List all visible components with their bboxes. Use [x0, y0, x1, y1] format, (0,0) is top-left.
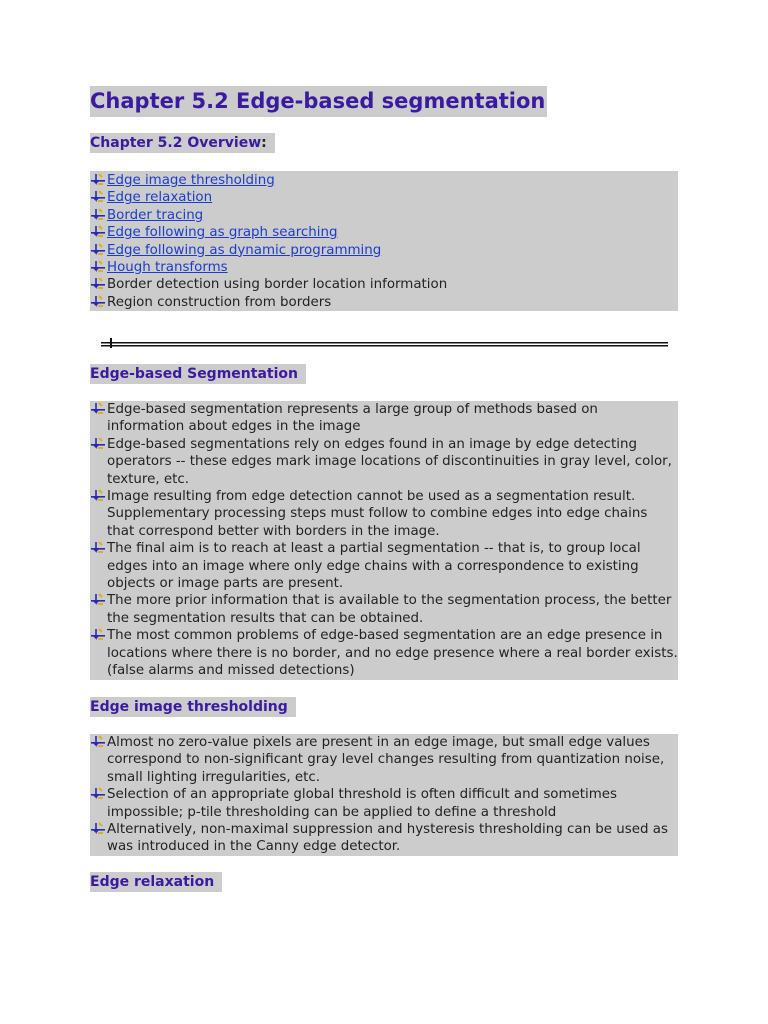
overview-link-graph-searching[interactable]: Edge following as graph searching [107, 225, 338, 241]
overview-link-border-tracing[interactable]: Border tracing [107, 207, 204, 223]
bullet-arrow-icon [91, 489, 105, 503]
list-item-text: Selection of an appropriate global threshold is often difficult and sometimes impossible; p-tile thresholding can be applied to define a threshold [107, 787, 618, 820]
overview-heading-colon: : [261, 135, 267, 151]
overview-item [90, 276, 678, 293]
bullet-arrow-icon [91, 295, 105, 309]
overview-link-dynamic-programming[interactable]: Edge following as dynamic programming [107, 242, 382, 258]
bullet-arrow-icon [91, 437, 105, 451]
bullet-arrow-icon [91, 593, 105, 607]
list-item-text: Almost no zero-value pixels are present in an edge image, but small edge values correspond to non-significant gray level changes resulting from quantization noise, small lighting irregularities, etc. [107, 735, 665, 785]
list-item [90, 436, 678, 488]
list-item [90, 592, 678, 627]
bullet-arrow-icon [91, 822, 105, 836]
edge-based-segmentation-list [90, 401, 678, 680]
list-item-text: The final aim is to reach at least a partial segmentation -- that is, to group local edges into an image where only edge chains with a correspondence to existing objects or image parts are present. [107, 541, 641, 592]
list-item [90, 786, 678, 821]
overview-link-edge-image-thresholding[interactable]: Edge image thresholding [107, 173, 275, 188]
bullet-arrow-icon [91, 541, 105, 555]
list-item-text: Alternatively, non-maximal suppression and hysteresis thresholding can be used as was introduced in the Canny edge detector. [107, 822, 668, 855]
bullet-arrow-icon [91, 243, 105, 257]
bullet-arrow-icon [91, 628, 105, 642]
overview-item [90, 207, 678, 224]
bullet-arrow-icon [91, 208, 105, 222]
section-heading-edge-image-thresholding: Edge image thresholding [90, 697, 296, 717]
list-item-text: Image resulting from edge detection cannot be used as a segmentation result. Supplementary processing steps must follow to combine edges into edge chains that correspond better with borders in the image. [107, 489, 648, 539]
overview-heading-text: Chapter 5.2 Overview [90, 135, 262, 151]
section-heading-edge-based-segmentation: Edge-based Segmentation [90, 364, 306, 384]
overview-heading [90, 133, 275, 153]
overview-link-hough-transforms[interactable]: Hough transforms [107, 260, 228, 276]
overview-item [90, 172, 678, 189]
bullet-arrow-icon [91, 735, 105, 749]
section-heading-edge-relaxation: Edge relaxation [90, 872, 222, 892]
list-item [90, 540, 678, 592]
list-item-text: Edge-based segmentations rely on edges found in an image by edge detecting operators -- these edges mark image locations of discontinuities in gray level, color, texture, etc. [107, 436, 672, 487]
overview-item [90, 259, 678, 276]
overview-item [90, 242, 678, 259]
bullet-arrow-icon [91, 190, 105, 204]
list-item [90, 401, 678, 436]
page-title: Chapter 5.2 Edge-based segmentation [90, 86, 547, 117]
list-item [90, 488, 678, 540]
list-item-text: The most common problems of edge-based segmentation are an edge presence in locations where there is no border, and no edge presence where a real border exists. (false alarms and missed detections) [107, 628, 678, 679]
overview-item-label: Region construction from borders [107, 294, 332, 310]
list-item [90, 627, 678, 679]
overview-item [90, 294, 678, 311]
bullet-arrow-icon [91, 260, 105, 274]
list-item [90, 821, 678, 856]
overview-item [90, 224, 678, 241]
bullet-arrow-icon [91, 173, 105, 187]
list-item-text: The more prior information that is available to the segmentation process, the better the segmentation results that can be obtained. [107, 593, 672, 626]
bullet-arrow-icon [91, 277, 105, 291]
list-item-text: Edge-based segmentation represents a large group of methods based on information about edges in the image [107, 402, 598, 435]
bullet-arrow-icon [91, 225, 105, 239]
overview-item [90, 189, 678, 206]
list-item [90, 734, 678, 786]
overview-link-edge-relaxation[interactable]: Edge relaxation [107, 190, 213, 206]
overview-item-label: Border detection using border location information [107, 277, 448, 293]
bullet-arrow-icon [91, 402, 105, 416]
edge-image-thresholding-list [90, 734, 678, 856]
section-divider [101, 337, 668, 349]
overview-list [90, 171, 678, 311]
bullet-arrow-icon [91, 787, 105, 801]
